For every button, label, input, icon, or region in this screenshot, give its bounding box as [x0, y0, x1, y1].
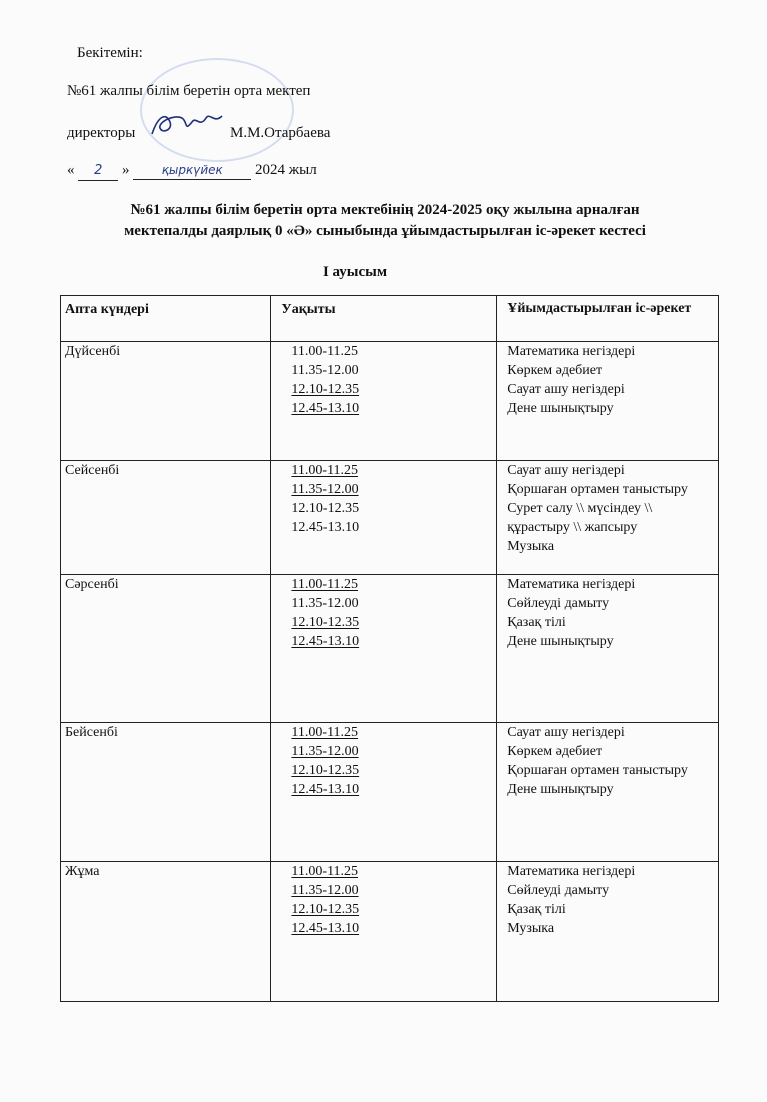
date-day: 2 [78, 162, 118, 181]
activity-item: Математика негіздері [507, 577, 636, 592]
table-row [61, 461, 719, 575]
time-slot: 12.10-12.35 [291, 382, 360, 397]
activity-item: Дене шынықтыру [507, 782, 614, 797]
activity-item: Сауат ашу негіздері [507, 725, 625, 740]
header-time: Уақыты [271, 296, 497, 342]
schedule-table [60, 295, 719, 1002]
activity-item: Сурет салу \\ мүсіндеу \\ құрастыру \\ жапсыру [507, 501, 653, 535]
time-slot: 12.45-13.10 [291, 634, 360, 649]
activity-item: Қазақ тілі [507, 902, 566, 917]
activity-item: Қазақ тілі [507, 615, 566, 630]
director-label: директоры [67, 125, 136, 141]
day-cell: Сейсенбі [61, 461, 271, 575]
activity-item: Сөйлеуді дамыту [507, 883, 610, 898]
date-month: қыркүйек [133, 161, 251, 180]
time-slot: 12.10-12.35 [291, 615, 360, 630]
activity-cell [497, 862, 719, 1002]
activity-item: Сөйлеуді дамыту [507, 596, 610, 611]
time-slot: 12.45-13.10 [291, 921, 360, 936]
day-cell: Жұма [61, 862, 271, 1002]
approval-school: №61 жалпы білім беретін орта мектеп [67, 83, 311, 99]
activity-item: Қоршаған ортамен таныстыру [507, 482, 688, 497]
table-row [61, 862, 719, 1002]
time-slot: 11.35-12.00 [291, 883, 359, 898]
activity-item: Музыка [507, 539, 555, 554]
document-title-line1: №61 жалпы білім беретін орта мектебінің 2024-2025 оқу жылына арналған [130, 202, 640, 218]
time-slot: 12.45-13.10 [291, 520, 360, 535]
table-row [61, 342, 719, 461]
table-header-row [61, 296, 719, 342]
activity-item: Көркем әдебиет [507, 363, 603, 378]
header-activity: Ұйымдастырылған іс-әрекет [497, 296, 719, 342]
activity-item: Музыка [507, 921, 555, 936]
activity-item: Көркем әдебиет [507, 744, 603, 759]
approval-date [67, 161, 327, 181]
time-cell [271, 461, 497, 575]
time-slot: 12.45-13.10 [291, 401, 360, 416]
activity-item: Сауат ашу негіздері [507, 463, 625, 478]
time-cell [271, 575, 497, 723]
time-slot: 12.10-12.35 [291, 501, 360, 516]
date-open-quote: « [67, 162, 75, 178]
header-days: Апта күндері [61, 296, 271, 342]
time-slot: 11.00-11.25 [291, 725, 359, 740]
activity-item: Сауат ашу негіздері [507, 382, 625, 397]
activity-cell [497, 461, 719, 575]
time-cell [271, 862, 497, 1002]
activity-cell [497, 342, 719, 461]
activity-cell [497, 575, 719, 723]
table-row [61, 575, 719, 723]
table-row [61, 723, 719, 862]
time-slot: 11.35-12.00 [291, 596, 359, 611]
document-title [40, 200, 730, 242]
time-slot: 12.10-12.35 [291, 763, 360, 778]
document-title-line2: мектепалды даярлық 0 «Ә» сыныбында ұйымдастырылған іс-әрекет кестесі [124, 223, 646, 239]
activity-item: Қоршаған ортамен таныстыру [507, 763, 688, 778]
director-name: М.М.Отарбаева [230, 125, 331, 141]
day-cell: Бейсенбі [61, 723, 271, 862]
time-slot: 12.45-13.10 [291, 782, 360, 797]
shift-label: I ауысым [322, 264, 388, 280]
schedule-body [61, 342, 719, 1002]
approval-title: Бекітемін: [77, 45, 143, 61]
activity-item: Математика негіздері [507, 864, 636, 879]
time-cell [271, 723, 497, 862]
activity-item: Дене шынықтыру [507, 401, 614, 416]
approval-director-line [67, 124, 357, 142]
time-slot: 12.10-12.35 [291, 902, 360, 917]
time-slot: 11.00-11.25 [291, 864, 359, 879]
activity-item: Дене шынықтыру [507, 634, 614, 649]
time-slot: 11.00-11.25 [291, 344, 359, 359]
time-slot: 11.35-12.00 [291, 744, 359, 759]
date-year: 2024 жыл [255, 162, 317, 178]
time-slot: 11.35-12.00 [291, 363, 359, 378]
day-cell: Сәрсенбі [61, 575, 271, 723]
time-slot: 11.35-12.00 [291, 482, 359, 497]
date-close-quote: » [122, 162, 130, 178]
time-slot: 11.00-11.25 [291, 463, 359, 478]
day-cell: Дүйсенбі [61, 342, 271, 461]
time-slot: 11.00-11.25 [291, 577, 359, 592]
time-cell [271, 342, 497, 461]
activity-item: Математика негіздері [507, 344, 636, 359]
activity-cell [497, 723, 719, 862]
